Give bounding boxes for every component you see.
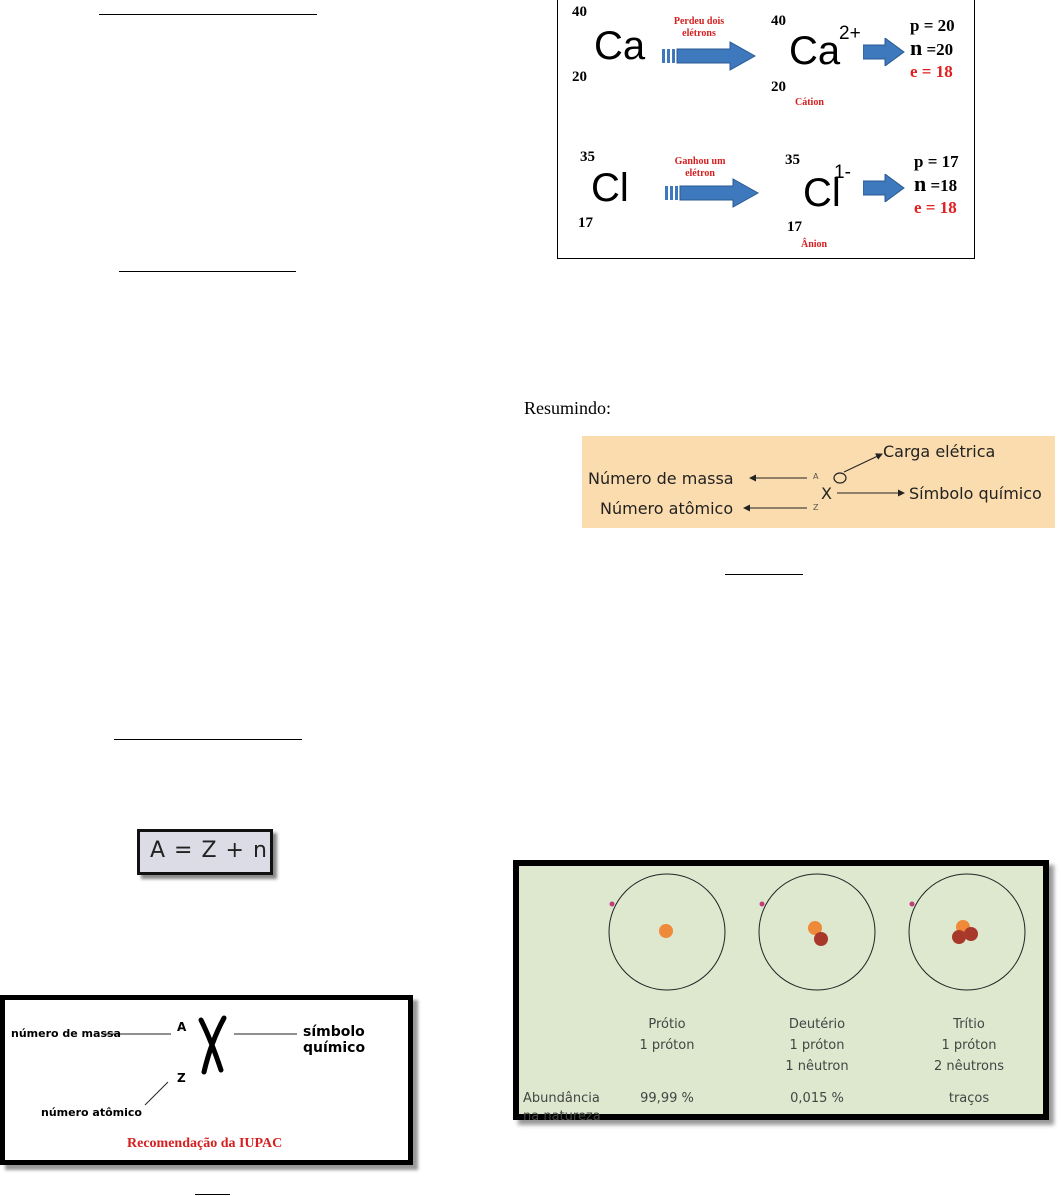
proton-count: p = 17: [914, 152, 959, 171]
charge-label: Carga elétrica: [883, 442, 996, 461]
electron-count: e = 18: [914, 198, 957, 217]
cl-atomic-number: 17: [578, 215, 593, 231]
iupac-letter-a: A: [177, 1020, 187, 1034]
iupac-letter-z: Z: [177, 1071, 186, 1085]
ca-symbol: Ca: [594, 24, 646, 68]
ca-atomic-number: 20: [572, 69, 587, 85]
letter-z: Z: [813, 503, 819, 512]
letter-x: X: [821, 484, 832, 503]
isotope-protium: Prótio 1 próton: [639, 1017, 695, 1053]
isotope-tritium: Trítio 1 próton 2 nêutrons: [933, 1017, 1004, 1074]
summary-diagram: [582, 436, 1055, 528]
ca-ion-atomic-number: 20: [771, 79, 786, 95]
abundance-label: Abundância na natureza: [523, 1091, 601, 1124]
ca-ion-symbol: Ca: [789, 29, 841, 73]
cl-symbol: Cl: [591, 166, 629, 210]
arrow-icon: [863, 38, 905, 66]
ion-formation-panel: [557, 0, 975, 259]
iupac-caption: Recomendação da IUPAC: [127, 1136, 283, 1151]
mass-number-formula: [137, 829, 273, 875]
ca-mass-number: 40: [572, 4, 587, 20]
cl-ion-charge: 1-: [834, 162, 851, 183]
heading-underline: [195, 1194, 230, 1195]
ca-arrow-label: Perdeu dois elétrons: [673, 16, 725, 39]
mass-number-label: Número de massa: [588, 469, 734, 488]
cl-ion-mass-number: 35: [785, 152, 800, 168]
heading-underline: [114, 739, 302, 740]
heading-underline: [99, 14, 317, 15]
iupac-notation-box: [0, 995, 413, 1165]
anion-label: Ânion: [801, 239, 828, 250]
heading-underline: [119, 271, 296, 272]
iupac-symbol: símbolo químico: [303, 1024, 366, 1056]
cation-label: Cátion: [795, 97, 824, 108]
iupac-atomic-number: número atômico: [41, 1106, 142, 1119]
neutron-count: n =20: [910, 35, 954, 60]
ca-ion-mass-number: 40: [771, 13, 786, 29]
summary-title: Resumindo:: [524, 398, 612, 418]
cl-arrow-label: Ganhou um elétron: [674, 156, 726, 179]
neutron-count: n =18: [914, 171, 958, 196]
arrow-icon: [662, 41, 756, 71]
symbol-label: Símbolo químico: [909, 484, 1042, 503]
cl-ion-symbol: Cl: [803, 171, 841, 215]
proton-count: p = 20: [910, 16, 955, 35]
cl-ion-atomic-number: 17: [787, 219, 802, 235]
isotope-deuterium: Deutério 1 próton 1 nêutron: [785, 1017, 849, 1074]
ca-particle-counts: [910, 15, 955, 83]
cl-particle-counts: [914, 151, 959, 219]
abundance-deuterium: 0,015 %: [790, 1091, 844, 1106]
hydrogen-isotopes-panel: [513, 860, 1049, 1124]
letter-a: A: [813, 472, 819, 481]
electron-count: e = 18: [910, 62, 953, 81]
arrow-icon: [863, 174, 905, 202]
arrow-icon: [665, 178, 759, 208]
formula-text: A = Z + n: [150, 838, 268, 863]
abundance-protium: 99,99 %: [640, 1091, 694, 1106]
heading-underline: [725, 574, 803, 575]
abundance-tritium: traços: [948, 1091, 990, 1106]
iupac-mass-number: número de massa: [11, 1027, 121, 1040]
ca-ion-charge: 2+: [839, 23, 861, 44]
cl-mass-number: 35: [580, 149, 595, 165]
atomic-number-label: Número atômico: [600, 499, 734, 518]
